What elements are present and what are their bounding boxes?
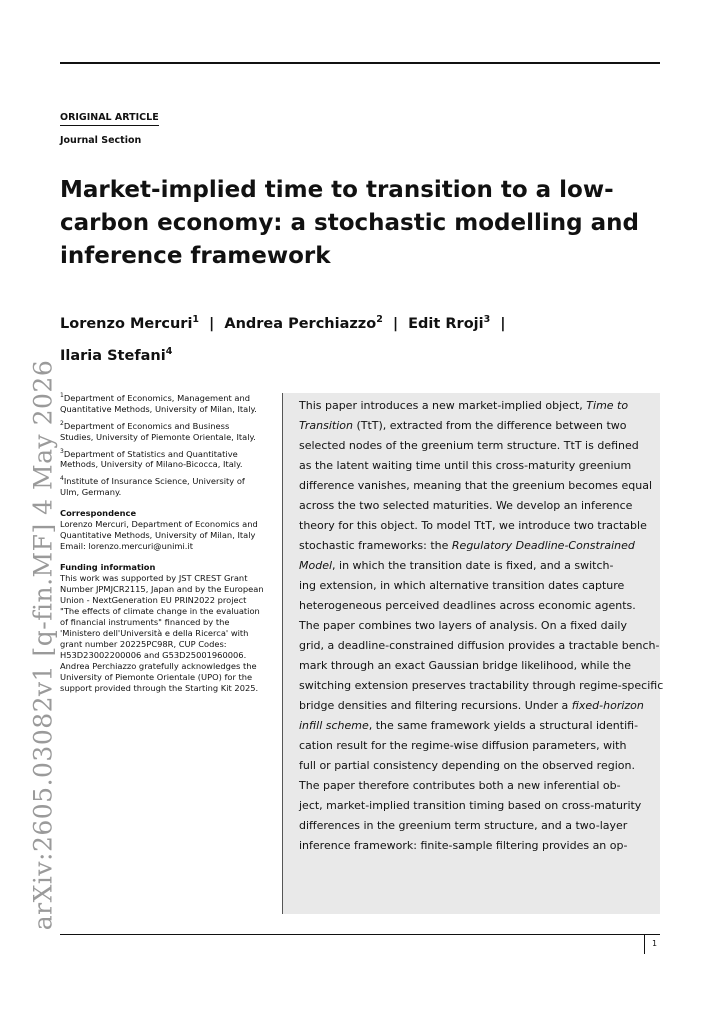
affiliation xyxy=(60,390,265,415)
affiliation-text: Department of Statistics and Quantitative Methods, University of Milano-Bicocca, Italy. xyxy=(60,448,243,470)
abstract-line xyxy=(299,476,660,496)
abstract-text: inference framework: finite-sample filtering provides an op- xyxy=(299,839,628,852)
affiliation-mark: 4 xyxy=(60,475,64,483)
affiliation-mark: 3 xyxy=(60,447,64,455)
author-separator: | xyxy=(500,315,506,332)
arxiv-watermark: arXiv:2605.03082v1 [q-fin.MF] 4 May 2026 xyxy=(28,359,58,931)
abstract-line xyxy=(299,596,660,616)
abstract-text: This paper introduces a new market-implied object, xyxy=(299,399,587,412)
abstract-text: The paper therefore contributes both a new inferential ob- xyxy=(299,779,621,792)
abstract-line xyxy=(299,816,660,836)
journal-section: Journal Section xyxy=(60,135,142,146)
author[interactable] xyxy=(60,345,173,364)
abstract-line xyxy=(299,496,660,516)
abstract-line xyxy=(299,396,660,416)
affiliation-text: Institute of Insurance Science, University of Ulm, Germany. xyxy=(60,476,245,498)
funding-text: This work was supported by JST CREST Grant Number JPMJCR2115, Japan and by the European Union - NextGeneration EU PRIN2022 project "The effects of climate change in the evaluation of financial instruments" financed by the 'Ministero dell'Università e della Ricerca' with grant number 20225PC98R, CUP Codes: H53D23002200006 and G53D25001960006. Andrea Perchiazzo gratefully acknowledges the University of Piemonte Orientale (UPO) for the support provided through the Starting Kit 2025. xyxy=(60,573,264,694)
abstract-text: switching extension preserves tractability through regime-specific xyxy=(299,679,664,692)
abstract-text: mark through an exact Gaussian bridge likelihood, while the xyxy=(299,659,631,672)
correspondence-block xyxy=(60,508,265,552)
author[interactable] xyxy=(60,316,199,332)
abstract-text: , the same framework yields a structural identifi- xyxy=(368,719,639,732)
abstract-text: fixed-horizon xyxy=(571,699,644,712)
top-rule xyxy=(60,62,660,64)
abstract-line xyxy=(299,676,664,696)
abstract-text: theory for this object. To model TtT, we introduce two tractable xyxy=(299,519,647,532)
abstract-text: ing extension, in which alternative transition dates capture xyxy=(299,579,625,592)
abstract-line xyxy=(299,536,660,556)
abstract-line xyxy=(299,716,660,736)
abstract-line xyxy=(299,836,660,856)
author-list xyxy=(60,306,620,370)
author-affiliation-mark: 2 xyxy=(376,314,383,325)
affiliation-mark: 2 xyxy=(60,419,64,427)
abstract-line xyxy=(299,736,660,756)
funding-heading: Funding information xyxy=(60,562,156,573)
abstract-line xyxy=(299,616,660,636)
abstract-text: Model xyxy=(299,559,333,572)
abstract-text: full or partial consistency depending on the observed region. xyxy=(299,759,635,772)
abstract-line xyxy=(299,776,660,796)
abstract-line xyxy=(299,696,660,716)
correspondence-email[interactable]: Email: lorenzo.mercuri@unimi.it xyxy=(60,541,194,552)
correspondence-heading: Correspondence xyxy=(60,508,137,519)
abstract-line xyxy=(299,756,660,776)
author-affiliation-mark: 1 xyxy=(192,314,200,325)
abstract-text: as the latent waiting time until this cross-maturity greenium xyxy=(299,459,632,472)
abstract-line xyxy=(299,416,660,436)
abstract-text: selected nodes of the greenium term structure. TtT is defined xyxy=(299,439,639,452)
author-name: Ilaria Stefani xyxy=(60,347,166,364)
front-matter-sidebar xyxy=(60,390,265,694)
abstract-text: bridge densities and filtering recursions. Under a xyxy=(299,699,572,712)
author-name: Lorenzo Mercuri xyxy=(60,315,193,332)
abstract-line xyxy=(299,636,660,656)
paper-title: Market-implied time to transition to a low-carbon economy: a stochastic modelling and inference framework xyxy=(60,177,639,269)
affiliation-mark: 1 xyxy=(60,392,64,399)
author-separator: | xyxy=(209,315,215,332)
abstract-text: Transition xyxy=(299,419,353,432)
affiliation xyxy=(60,446,265,471)
abstract-text: infill scheme xyxy=(299,719,369,732)
abstract-line xyxy=(299,436,660,456)
abstract-text: heterogeneous perceived deadlines across economic agents. xyxy=(299,599,636,612)
abstract-text: ject, market-implied transition timing based on cross-maturity xyxy=(299,799,642,812)
affiliation xyxy=(60,418,265,443)
abstract-text: grid, a deadline-constrained diffusion provides a tractable bench- xyxy=(299,639,660,652)
abstract-line xyxy=(299,576,660,596)
bottom-rule xyxy=(60,934,660,935)
abstract-line xyxy=(299,516,660,536)
abstract-line xyxy=(299,796,660,816)
author-name: Andrea Perchiazzo xyxy=(224,315,377,332)
abstract-text: Time to xyxy=(586,399,629,412)
abstract-text: cation result for the regime-wise diffusion parameters, with xyxy=(299,739,627,752)
abstract-text: stochastic frameworks: the xyxy=(299,539,452,552)
author[interactable] xyxy=(408,316,490,332)
page-number: 1 xyxy=(644,935,657,954)
author-affiliation-mark: 4 xyxy=(165,345,173,357)
abstract-line xyxy=(299,456,660,476)
abstract-line xyxy=(299,556,660,576)
article-type: ORIGINAL ARTICLE xyxy=(60,112,159,126)
affiliation-text: Department of Economics and Business Studies, University of Piemonte Orientale, Italy. xyxy=(60,420,256,442)
author[interactable] xyxy=(224,316,383,332)
author-name: Edit Rroji xyxy=(408,315,484,332)
abstract-text: The paper combines two layers of analysis. On a fixed daily xyxy=(299,619,627,632)
correspondence-text: Lorenzo Mercuri, Department of Economics and Quantitative Methods, University of Milan, Italy xyxy=(60,519,258,541)
abstract-line xyxy=(299,656,660,676)
abstract-text: difference vanishes, meaning that the greenium becomes equal xyxy=(299,479,653,492)
author-separator: | xyxy=(392,315,399,332)
abstract-text: (TtT), extracted from the difference between two xyxy=(352,419,627,432)
affiliation-text: Department of Economics, Management and Quantitative Methods, University of Milan, Italy. xyxy=(60,392,257,414)
abstract-text: differences in the greenium term structure, and a two-layer xyxy=(299,819,628,832)
abstract-text: across the two selected maturities. We develop an inference xyxy=(299,499,633,512)
funding-block xyxy=(60,562,265,694)
abstract-box xyxy=(282,393,664,914)
affiliation xyxy=(60,473,265,498)
author-affiliation-mark: 3 xyxy=(483,314,491,325)
abstract-text: , in which the transition date is fixed, and a switch- xyxy=(332,559,614,572)
abstract-text: Regulatory Deadline-Constrained xyxy=(451,539,635,552)
